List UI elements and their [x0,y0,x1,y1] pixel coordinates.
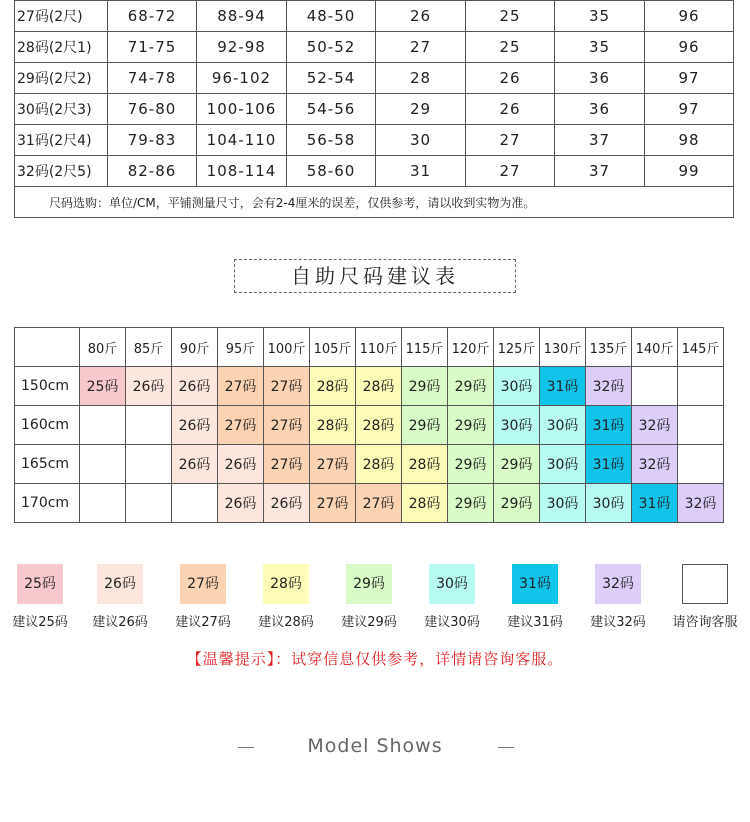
weight-header: 110斤 [356,328,402,367]
legend-swatch: 31码 [512,564,558,604]
size-advice-cell: 25码 [80,367,126,406]
size-advice-cell: 30码 [540,484,586,523]
size-advice-cell: 30码 [540,406,586,445]
size-advice-cell [80,406,126,445]
height-row [15,484,724,523]
legend-item [665,564,745,630]
size-advice-cell: 26码 [172,445,218,484]
measure-cell: 35 [555,1,645,32]
height-label: 160cm [15,406,80,445]
legend-label: 请咨询客服 [672,615,738,630]
size-advice-cell: 31码 [632,484,678,523]
size-cell: 28码(2尺1) [15,32,108,63]
height-row [15,406,724,445]
measure-cell: 56-58 [287,125,376,156]
table-row [15,1,734,32]
legend-item [80,564,160,630]
size-cell: 30码(2尺3) [15,94,108,125]
height-label: 150cm [15,367,80,406]
size-cell: 31码(2尺4) [15,125,108,156]
model-shows-header [0,733,750,763]
legend-item [329,564,409,630]
legend-label: 建议26码 [92,615,148,630]
size-advice-cell: 30码 [494,406,540,445]
measure-cell: 37 [555,156,645,187]
measure-cell: 74-78 [108,63,197,94]
size-advice-cell: 26码 [172,406,218,445]
size-advice-cell: 28码 [310,406,356,445]
size-advice-grid [14,327,724,523]
measure-cell: 36 [555,63,645,94]
measure-cell: 97 [645,94,734,125]
size-advice-cell: 29码 [448,445,494,484]
size-advice-cell [126,484,172,523]
measure-cell: 25 [466,32,555,63]
size-advice-cell: 28码 [310,367,356,406]
weight-header: 95斤 [218,328,264,367]
size-advice-cell: 29码 [448,367,494,406]
weight-header-row [15,328,724,367]
size-advice-cell: 28码 [356,367,402,406]
weight-header: 130斤 [540,328,586,367]
weight-header: 90斤 [172,328,218,367]
measure-cell: 37 [555,125,645,156]
measure-cell: 108-114 [197,156,287,187]
measure-cell: 76-80 [108,94,197,125]
legend-swatch [682,564,728,604]
size-legend [0,564,750,634]
weight-header: 80斤 [80,328,126,367]
size-advice-cell: 26码 [172,367,218,406]
measure-cell: 96-102 [197,63,287,94]
size-advice-cell [632,367,678,406]
weight-header: 140斤 [632,328,678,367]
measure-cell: 54-56 [287,94,376,125]
size-advice-cell: 27码 [310,484,356,523]
legend-swatch: 27码 [180,564,226,604]
measure-cell: 100-106 [197,94,287,125]
legend-label: 建议28码 [258,615,314,630]
height-label: 170cm [15,484,80,523]
size-measurement-table [14,0,734,218]
size-advice-cell: 28码 [402,445,448,484]
measure-cell: 26 [376,1,466,32]
measure-cell: 36 [555,94,645,125]
measure-cell: 27 [466,125,555,156]
measure-cell: 71-75 [108,32,197,63]
legend-item [163,564,243,630]
size-advice-cell: 29码 [402,367,448,406]
size-advice-cell: 27码 [356,484,402,523]
size-advice-cell: 30码 [540,445,586,484]
height-row [15,445,724,484]
size-advice-cell: 26码 [264,484,310,523]
measure-cell: 99 [645,156,734,187]
size-advice-cell: 26码 [218,484,264,523]
measure-cell: 30 [376,125,466,156]
size-advice-cell: 28码 [356,406,402,445]
size-advice-cell [678,445,724,484]
measure-cell: 25 [466,1,555,32]
measure-cell: 98 [645,125,734,156]
height-row [15,367,724,406]
measure-cell: 28 [376,63,466,94]
corner-cell [15,328,80,367]
size-advice-cell: 29码 [448,406,494,445]
size-advice-cell: 27码 [218,406,264,445]
size-advice-cell: 28码 [356,445,402,484]
weight-header: 125斤 [494,328,540,367]
table-row [15,125,734,156]
measure-cell: 50-52 [287,32,376,63]
legend-swatch: 28码 [263,564,309,604]
size-advice-cell: 32码 [586,367,632,406]
legend-label: 建议32码 [590,615,646,630]
measure-cell: 27 [466,156,555,187]
weight-header: 145斤 [678,328,724,367]
size-advice-cell: 30码 [494,367,540,406]
size-advice-cell: 26码 [218,445,264,484]
legend-swatch: 26码 [97,564,143,604]
measure-cell: 31 [376,156,466,187]
table-row [15,32,734,63]
measure-cell: 79-83 [108,125,197,156]
size-advice-cell: 27码 [218,367,264,406]
size-advice-cell [172,484,218,523]
size-advice-cell: 32码 [632,445,678,484]
measure-cell: 48-50 [287,1,376,32]
size-advice-cell [80,445,126,484]
legend-item [578,564,658,630]
tip-text: 【温馨提示】：试穿信息仅供参考，详情请咨询客服。 [186,650,564,668]
size-advice-cell [126,445,172,484]
size-advice-cell: 29码 [494,484,540,523]
measure-cell: 82-86 [108,156,197,187]
legend-swatch: 32码 [595,564,641,604]
measure-cell: 52-54 [287,63,376,94]
size-advice-cell [80,484,126,523]
measure-cell: 26 [466,94,555,125]
size-advice-cell [678,406,724,445]
size-cell: 32码(2尺5) [15,156,108,187]
size-advice-cell: 29码 [448,484,494,523]
size-advice-cell: 30码 [586,484,632,523]
size-advice-cell: 27码 [310,445,356,484]
weight-header: 85斤 [126,328,172,367]
table-row [15,63,734,94]
measure-cell: 96 [645,32,734,63]
measure-cell: 29 [376,94,466,125]
size-cell: 29码(2尺2) [15,63,108,94]
legend-swatch: 25码 [17,564,63,604]
size-advice-cell: 26码 [126,367,172,406]
measure-cell: 58-60 [287,156,376,187]
legend-label: 建议25码 [12,615,68,630]
measure-cell: 92-98 [197,32,287,63]
measure-cell: 104-110 [197,125,287,156]
size-advice-cell: 28码 [402,484,448,523]
size-advice-cell: 31码 [586,406,632,445]
size-advice-cell: 29码 [494,445,540,484]
legend-item [412,564,492,630]
size-advice-cell: 31码 [586,445,632,484]
size-advice-cell [126,406,172,445]
legend-label: 建议30码 [424,615,480,630]
height-label: 165cm [15,445,80,484]
size-note: 尺码选购：单位/CM，平铺测量尺寸，会有2-4厘米的误差，仅供参考，请以收到实物为准。 [15,187,734,218]
size-advice-cell: 31码 [540,367,586,406]
legend-label: 建议31码 [507,615,563,630]
size-advice-cell: 32码 [632,406,678,445]
model-shows-title: Model Shows [307,735,443,757]
measure-cell: 27 [376,32,466,63]
size-advice-title: 自助尺码建议表 [234,259,516,293]
weight-header: 135斤 [586,328,632,367]
right-dash-divider [498,747,514,748]
size-advice-cell: 27码 [264,367,310,406]
weight-header: 115斤 [402,328,448,367]
table-note-row [15,187,734,218]
measure-cell: 96 [645,1,734,32]
legend-label: 建议27码 [175,615,231,630]
legend-item [246,564,326,630]
legend-label: 建议29码 [341,615,397,630]
legend-swatch: 30码 [429,564,475,604]
measure-cell: 88-94 [197,1,287,32]
legend-item [495,564,575,630]
size-advice-cell: 32码 [678,484,724,523]
weight-header: 100斤 [264,328,310,367]
table-row [15,156,734,187]
size-advice-cell: 29码 [402,406,448,445]
table-row [15,94,734,125]
measure-cell: 68-72 [108,1,197,32]
legend-item [0,564,80,630]
weight-header: 120斤 [448,328,494,367]
weight-header: 105斤 [310,328,356,367]
size-advice-cell: 27码 [264,445,310,484]
size-advice-cell [678,367,724,406]
measure-cell: 97 [645,63,734,94]
measure-cell: 26 [466,63,555,94]
measure-cell: 35 [555,32,645,63]
size-cell: 27码(2尺) [15,1,108,32]
legend-swatch: 29码 [346,564,392,604]
size-advice-cell: 27码 [264,406,310,445]
